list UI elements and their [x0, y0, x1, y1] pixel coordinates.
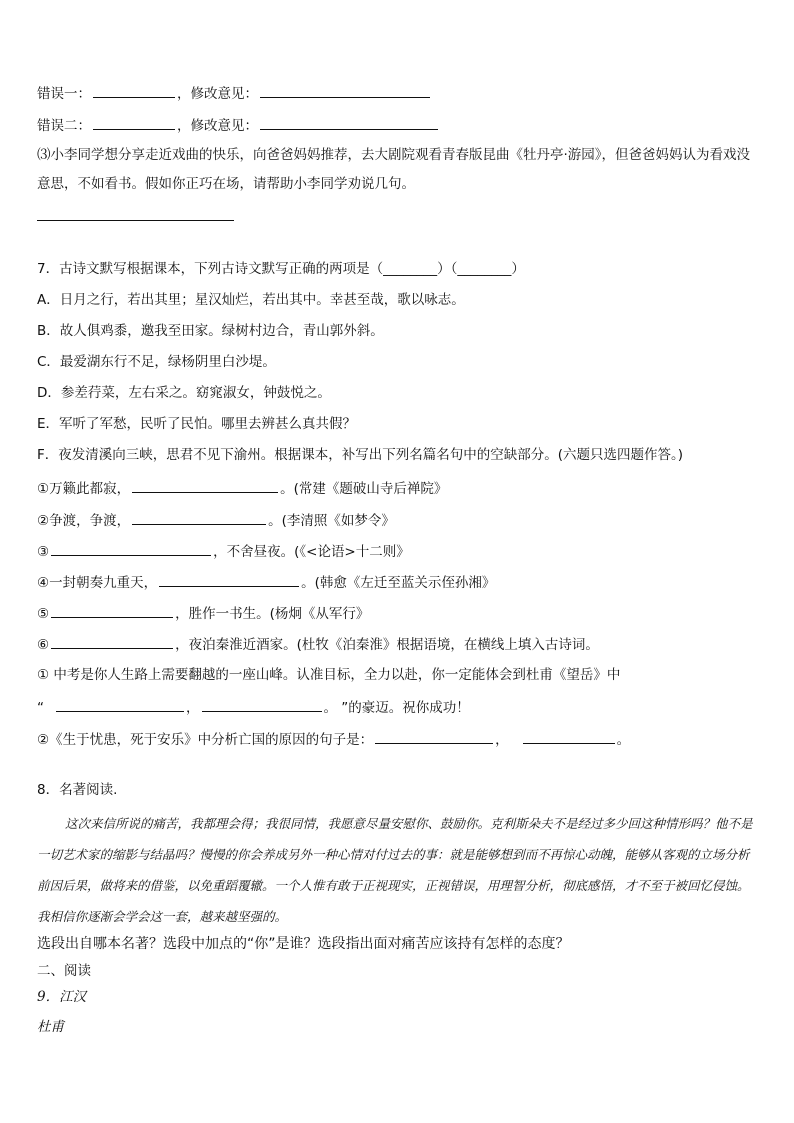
error-two-line	[37, 115, 440, 135]
q7-option-e: E．军听了军愁，民听了民怕。哪里去辨甚么真共假？	[37, 416, 357, 432]
fill-4-suffix: 。(韩愈《左迁至蓝关示侄孙湘》	[301, 575, 496, 591]
fill-line-5	[37, 603, 369, 623]
extra-2-comma: ，	[495, 732, 509, 748]
extra-1-blanks-line	[37, 697, 470, 717]
fill-5-suffix: ，胜作一书生。(杨炯《从军行》	[175, 606, 370, 622]
error-one-suggestion-label: ，修改意见：	[177, 86, 258, 102]
extra-1-open-quote: “	[37, 700, 44, 716]
extra-2-prefix: ②《生于忧患，死于安乐》中分析亡国的原因的句子是：	[37, 732, 374, 748]
extra-1-text: ① 中考是你人生路上需要翻越的一座山峰。认准目标，全力以赴，你一定能体会到杜甫《望岳》中	[37, 667, 621, 683]
q7-option-c: C．最爱湖东行不足，绿杨阴里白沙堤。	[37, 354, 276, 370]
error-one-line	[37, 83, 432, 103]
extra-1-comma: ，	[186, 700, 200, 716]
q9-title: 9．江汉	[37, 989, 87, 1005]
fill-1-blank[interactable]	[132, 478, 278, 493]
fill-2-blank[interactable]	[132, 510, 266, 525]
fill-3-prefix: ③	[37, 544, 50, 560]
fill-line-1	[37, 478, 447, 498]
q7-option-f: F．夜发清溪向三峡，思君不见下渝州。根据课本，补写出下列名篇名句中的空缺部分。(六题只选四题作答。)	[37, 447, 684, 463]
extra-2-blank-b[interactable]	[523, 729, 615, 744]
q7-option-a: A．日月之行，若出其里；星汉灿烂，若出其中。幸甚至哉，歌以咏志。	[37, 292, 465, 308]
error-one-label: 错误一：	[37, 86, 91, 102]
fill-4-blank[interactable]	[159, 572, 299, 587]
fill-1-suffix: 。(常建《题破山寺后禅院》	[280, 481, 448, 497]
error-two-suggestion-blank[interactable]	[260, 115, 438, 130]
error-two-label: 错误二：	[37, 118, 91, 134]
fill-line-4	[37, 572, 495, 592]
extra-2-line	[37, 729, 630, 749]
error-two-suggestion-label: ，修改意见：	[177, 118, 258, 134]
question-3-text: ⑶小李同学想分享走近戏曲的快乐，向爸爸妈妈推荐，去大剧院观看青春版昆曲《牡丹亭·游园》，但爸爸妈妈认为看戏没意思，不如看书。假如你正巧在场，请帮助小李同学劝说几句。	[37, 147, 751, 192]
fill-6-prefix: ⑥	[37, 637, 50, 653]
q8-title: 8．名著阅读.	[37, 782, 118, 798]
q9-author: 杜甫	[37, 1019, 64, 1035]
extra-1-blank-b[interactable]	[202, 697, 322, 712]
fill-6-suffix: ，夜泊秦淮近酒家。(杜牧《泊秦淮》根据语境，在横线上填入古诗词。	[175, 637, 599, 653]
fill-line-2	[37, 510, 395, 530]
fill-5-prefix: ⑤	[37, 606, 50, 622]
fill-2-suffix: 。(李清照《如梦令》	[268, 513, 395, 529]
fill-line-3	[37, 541, 410, 561]
answer-line[interactable]	[37, 220, 234, 221]
error-one-suggestion-blank[interactable]	[260, 83, 430, 98]
fill-3-suffix: ，不舍昼夜。(《<论语>十二则》	[213, 544, 410, 560]
q7-option-d: D．参差荇菜，左右采之。窈窕淑女，钟鼓悦之。	[37, 385, 331, 401]
fill-6-blank[interactable]	[51, 634, 173, 649]
fill-4-prefix: ④一封朝奏九重天，	[37, 575, 158, 591]
section-2-heading: 二、阅读	[37, 963, 91, 979]
fill-line-6	[37, 634, 599, 654]
extra-1-blank-a[interactable]	[56, 697, 184, 712]
fill-3-blank[interactable]	[51, 541, 211, 556]
extra-1-end: 。 ”的豪迈。祝你成功！	[323, 700, 470, 716]
error-one-blank[interactable]	[93, 83, 175, 98]
extra-2-end: 。	[616, 732, 631, 748]
extra-2-blank-a[interactable]	[375, 729, 493, 744]
fill-2-prefix: ②争渡，争渡，	[37, 513, 131, 529]
fill-1-prefix: ①万籁此都寂，	[37, 481, 131, 497]
error-two-blank[interactable]	[93, 115, 175, 130]
q7-option-b: B．故人俱鸡黍，邀我至田家。绿树村边合，青山郭外斜。	[37, 323, 384, 339]
q7-stem: 7．古诗文默写根据课本，下列古诗文默写正确的两项是（________）（________）	[37, 261, 525, 277]
q8-passage: 这次来信所说的痛苦，我都理会得；我很同情，我愿意尽量安慰你、鼓励你。克利斯朵夫不是经过多少回这种情形吗？他不是一切艺术家的缩影与结晶吗？慢慢的你会养成另外一种心情对付过去的事：就是能够想到而不再惊心动魄，能够从客观的立场分析前因后果，做将来的借鉴，以免重蹈覆辙。一个人惟有敢于正视现实，正视错误，用理智分析，彻底感悟，才不至于被回忆侵蚀。我相信你逐渐会学会这一套，越来越坚强的。	[37, 816, 753, 924]
q8-question: 选段出自哪本名著？选段中加点的“你”是谁？选段指出面对痛苦应该持有怎样的态度？	[37, 936, 570, 952]
fill-5-blank[interactable]	[51, 603, 173, 618]
